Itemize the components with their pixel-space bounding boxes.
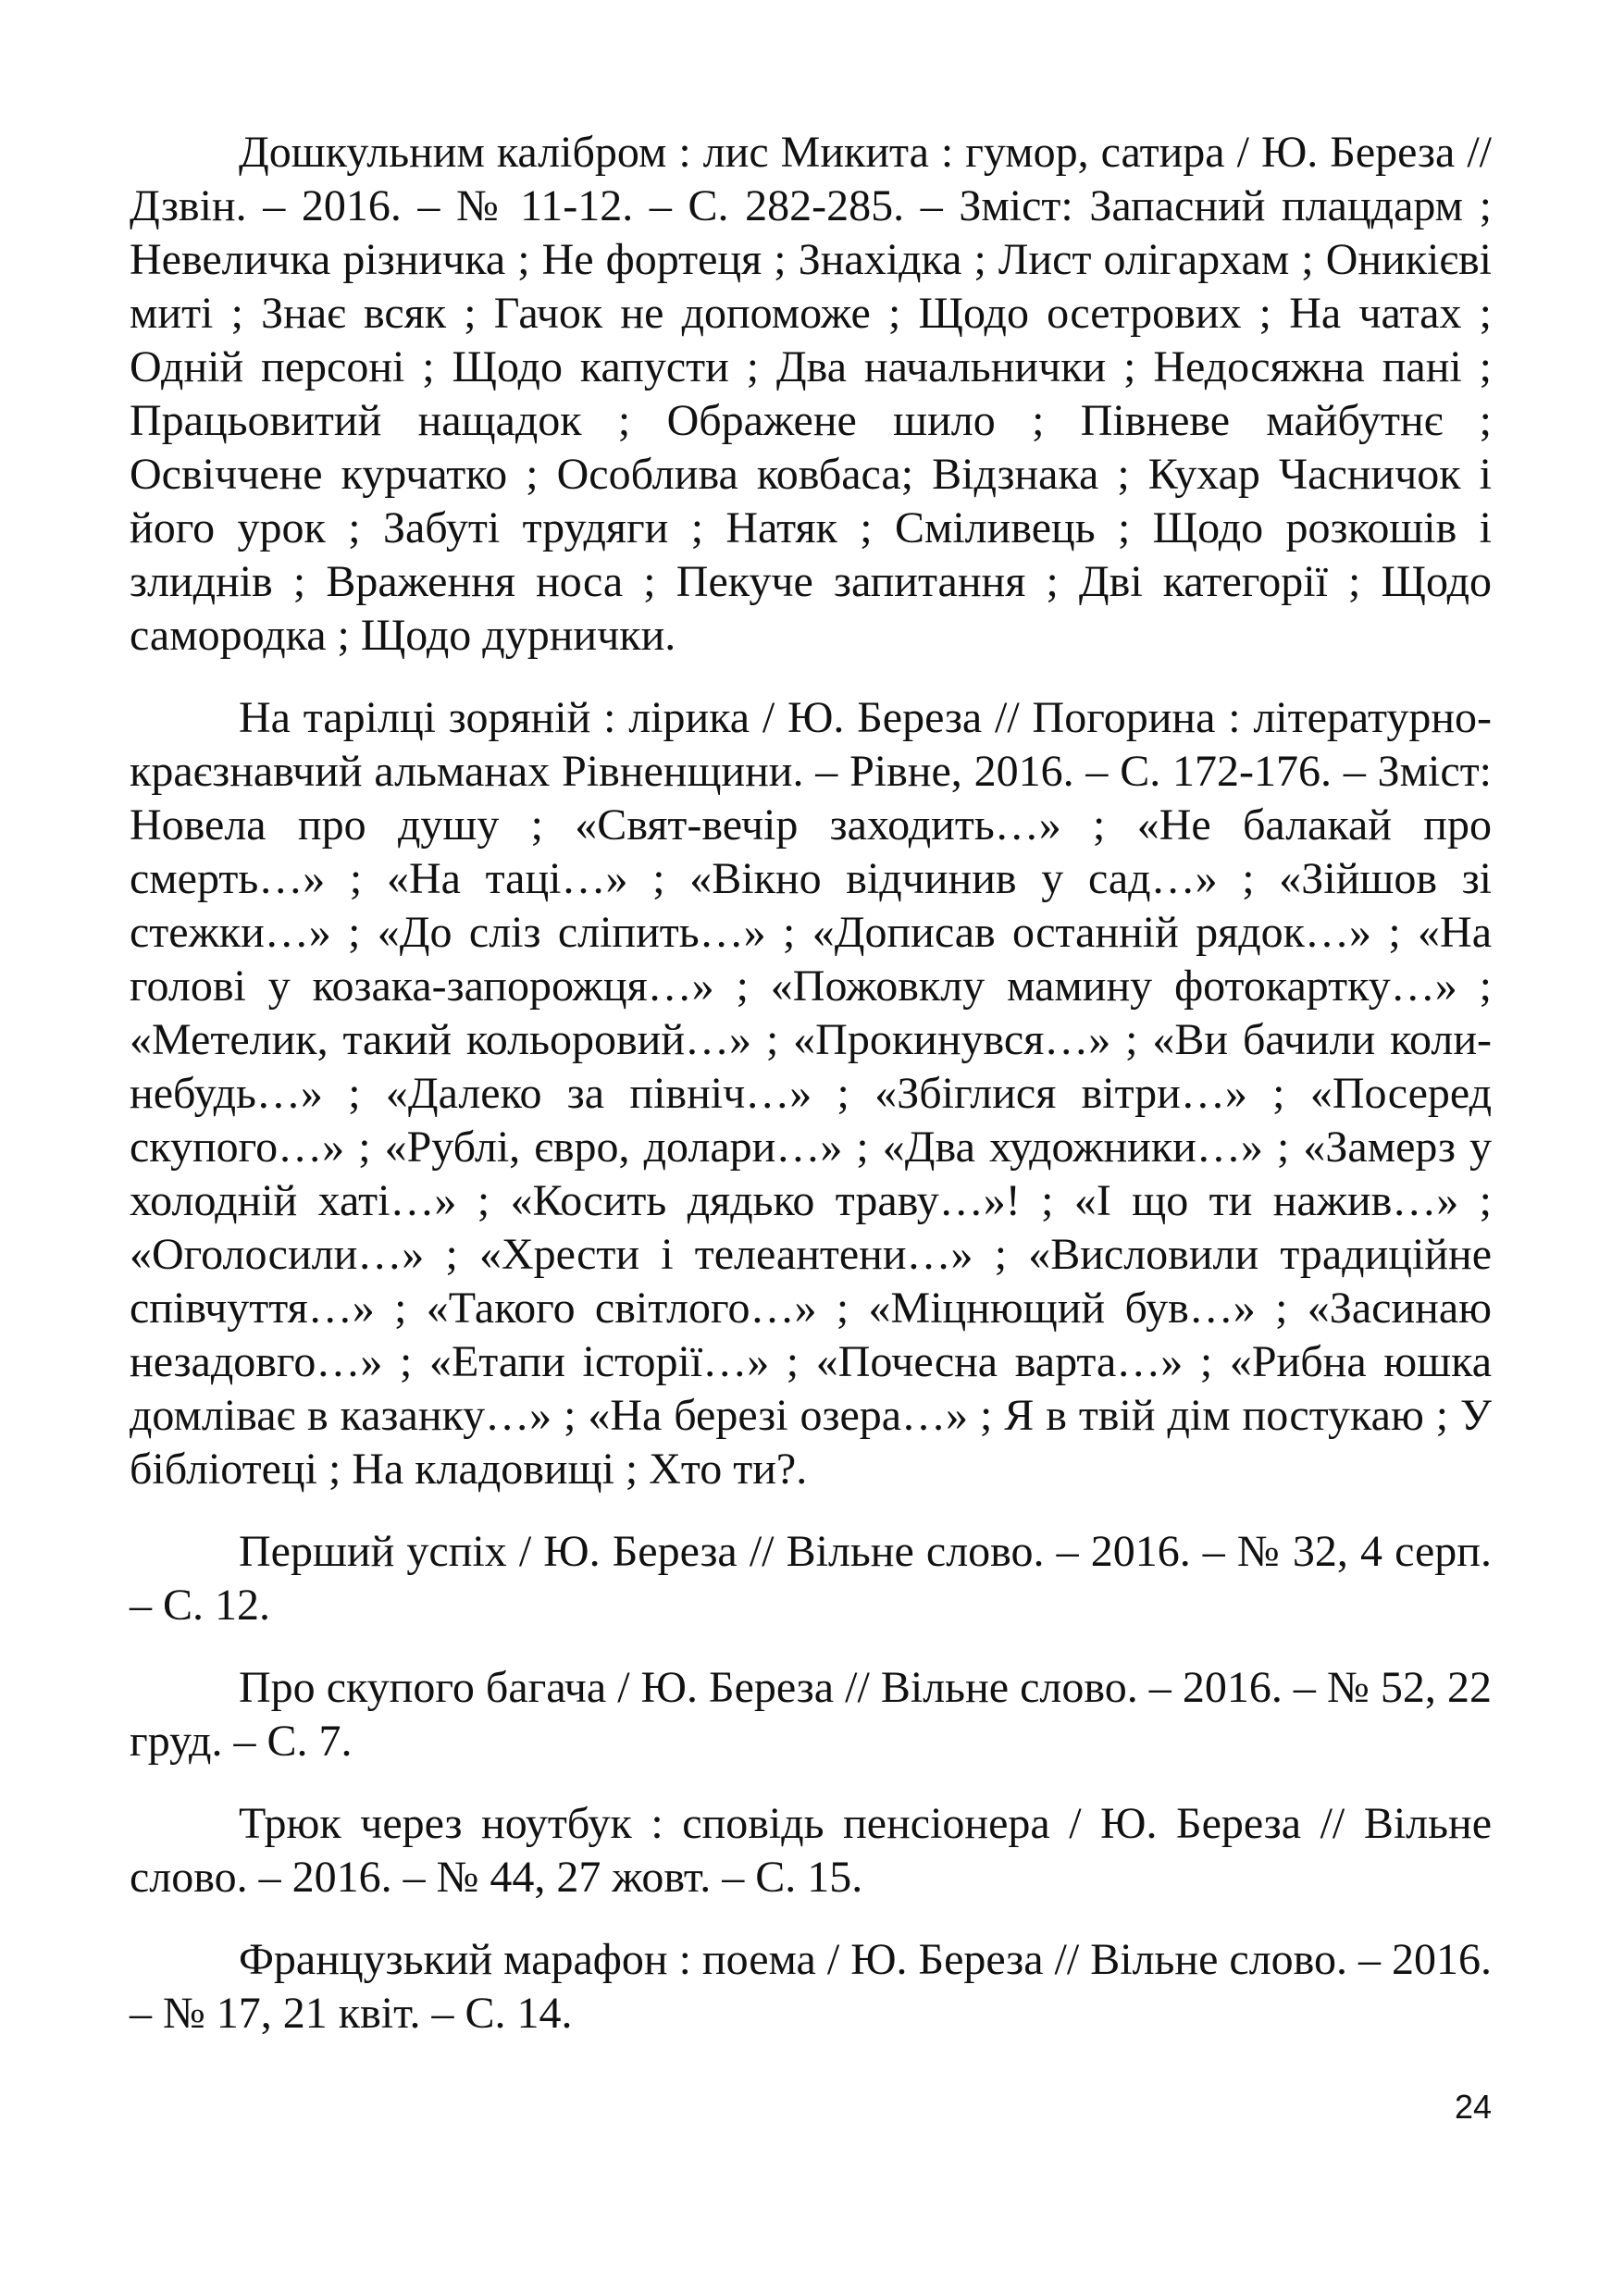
bibliography-entry: Про скупого багача / Ю. Береза // Вільне слово. – 2016. – № 52, 22 груд. – С. 7. [130, 1663, 1492, 1766]
bibliography-entry: Перший успіх / Ю. Береза // Вільне слово. – 2016. – № 32, 4 серп. – С. 12. [130, 1527, 1492, 1630]
bibliography-entry: Дошкульним калібром : лис Микита : гумор, сатира / Ю. Береза // Дзвін. – 2016. – № 11-12. – С. 282-285. – Зміст: Запасний плацдарм ; Невеличка різничка ; Не фортеця ; Знахідка ; Лист олігархам ; Оникієві миті ; Знає всяк ; Гачок не допоможе ; Щодо осетрових ; На чатах ; Одній персоні ; Щодо капусти ; Два начальнички ; Недосяжна пані ; Працьовитий нащадок ; Ображене шило ; Півневе майбутнє ; Освіччене курчатко ; Особлива ковбаса; Відзнака ; Кухар Часничок і його урок ; Забуті трудяги ; Натяк ; Сміливець ; Щодо розкошів і злиднів ; Враження носа ; Пекуче запитання ; Дві категорії ; Щодо самородка ; Щодо дурнички. [130, 128, 1492, 660]
bibliography-entry: На тарілці зоряній : лірика / Ю. Береза // Погорина : літературно-краєзнавчий альманах Рівненщини. – Рівне, 2016. – С. 172-176. – Зміст: Новела про душу ; «Свят-вечір заходить…» ; «Не балакай про смерть…» ; «На таці…» ; «Вікно відчинив у сад…» ; «Зійшов зі стежки…» ; «До сліз сліпить…» ; «Дописав останній рядок…» ; «На голові у козака-запорожця…» ; «Пожовклу мамину фотокартку…» ; «Метелик, такий кольоровий…» ; «Прокинувся…» ; «Ви бачили коли-небудь…» ; «Далеко за північ…» ; «Збіглися вітри…» ; «Посеред скупого…» ; «Рублі, євро, долари…» ; «Два художники…» ; «Замерз у холодній хаті…» ; «Косить дядько траву…»! ; «І що ти нажив…» ; «Оголосили…» ; «Хрести і телеантени…» ; «Висловили традиційне співчуття…» ; «Такого світлого…» ; «Міцнющий був…» ; «Засинаю незадовго…» ; «Етапи історії…» ; «Почесна варта…» ; «Рибна юшка домліває в казанку…» ; «На березі озера…» ; Я в твій дім постукаю ; У бібліотеці ; На кладовищі ; Хто ти?. [130, 693, 1492, 1494]
page-number: 24 [1454, 2088, 1492, 2126]
bibliography-entry: Французький марафон : поема / Ю. Береза // Вільне слово. – 2016. – № 17, 21 квіт. – С. 14. [130, 1935, 1493, 2038]
bibliography-entry: Трюк через ноутбук : сповідь пенсіонера / Ю. Береза // Вільне слово. – 2016. – № 44, 27 жовт. – С. 15. [130, 1799, 1492, 1902]
page-body [130, 126, 1492, 2069]
